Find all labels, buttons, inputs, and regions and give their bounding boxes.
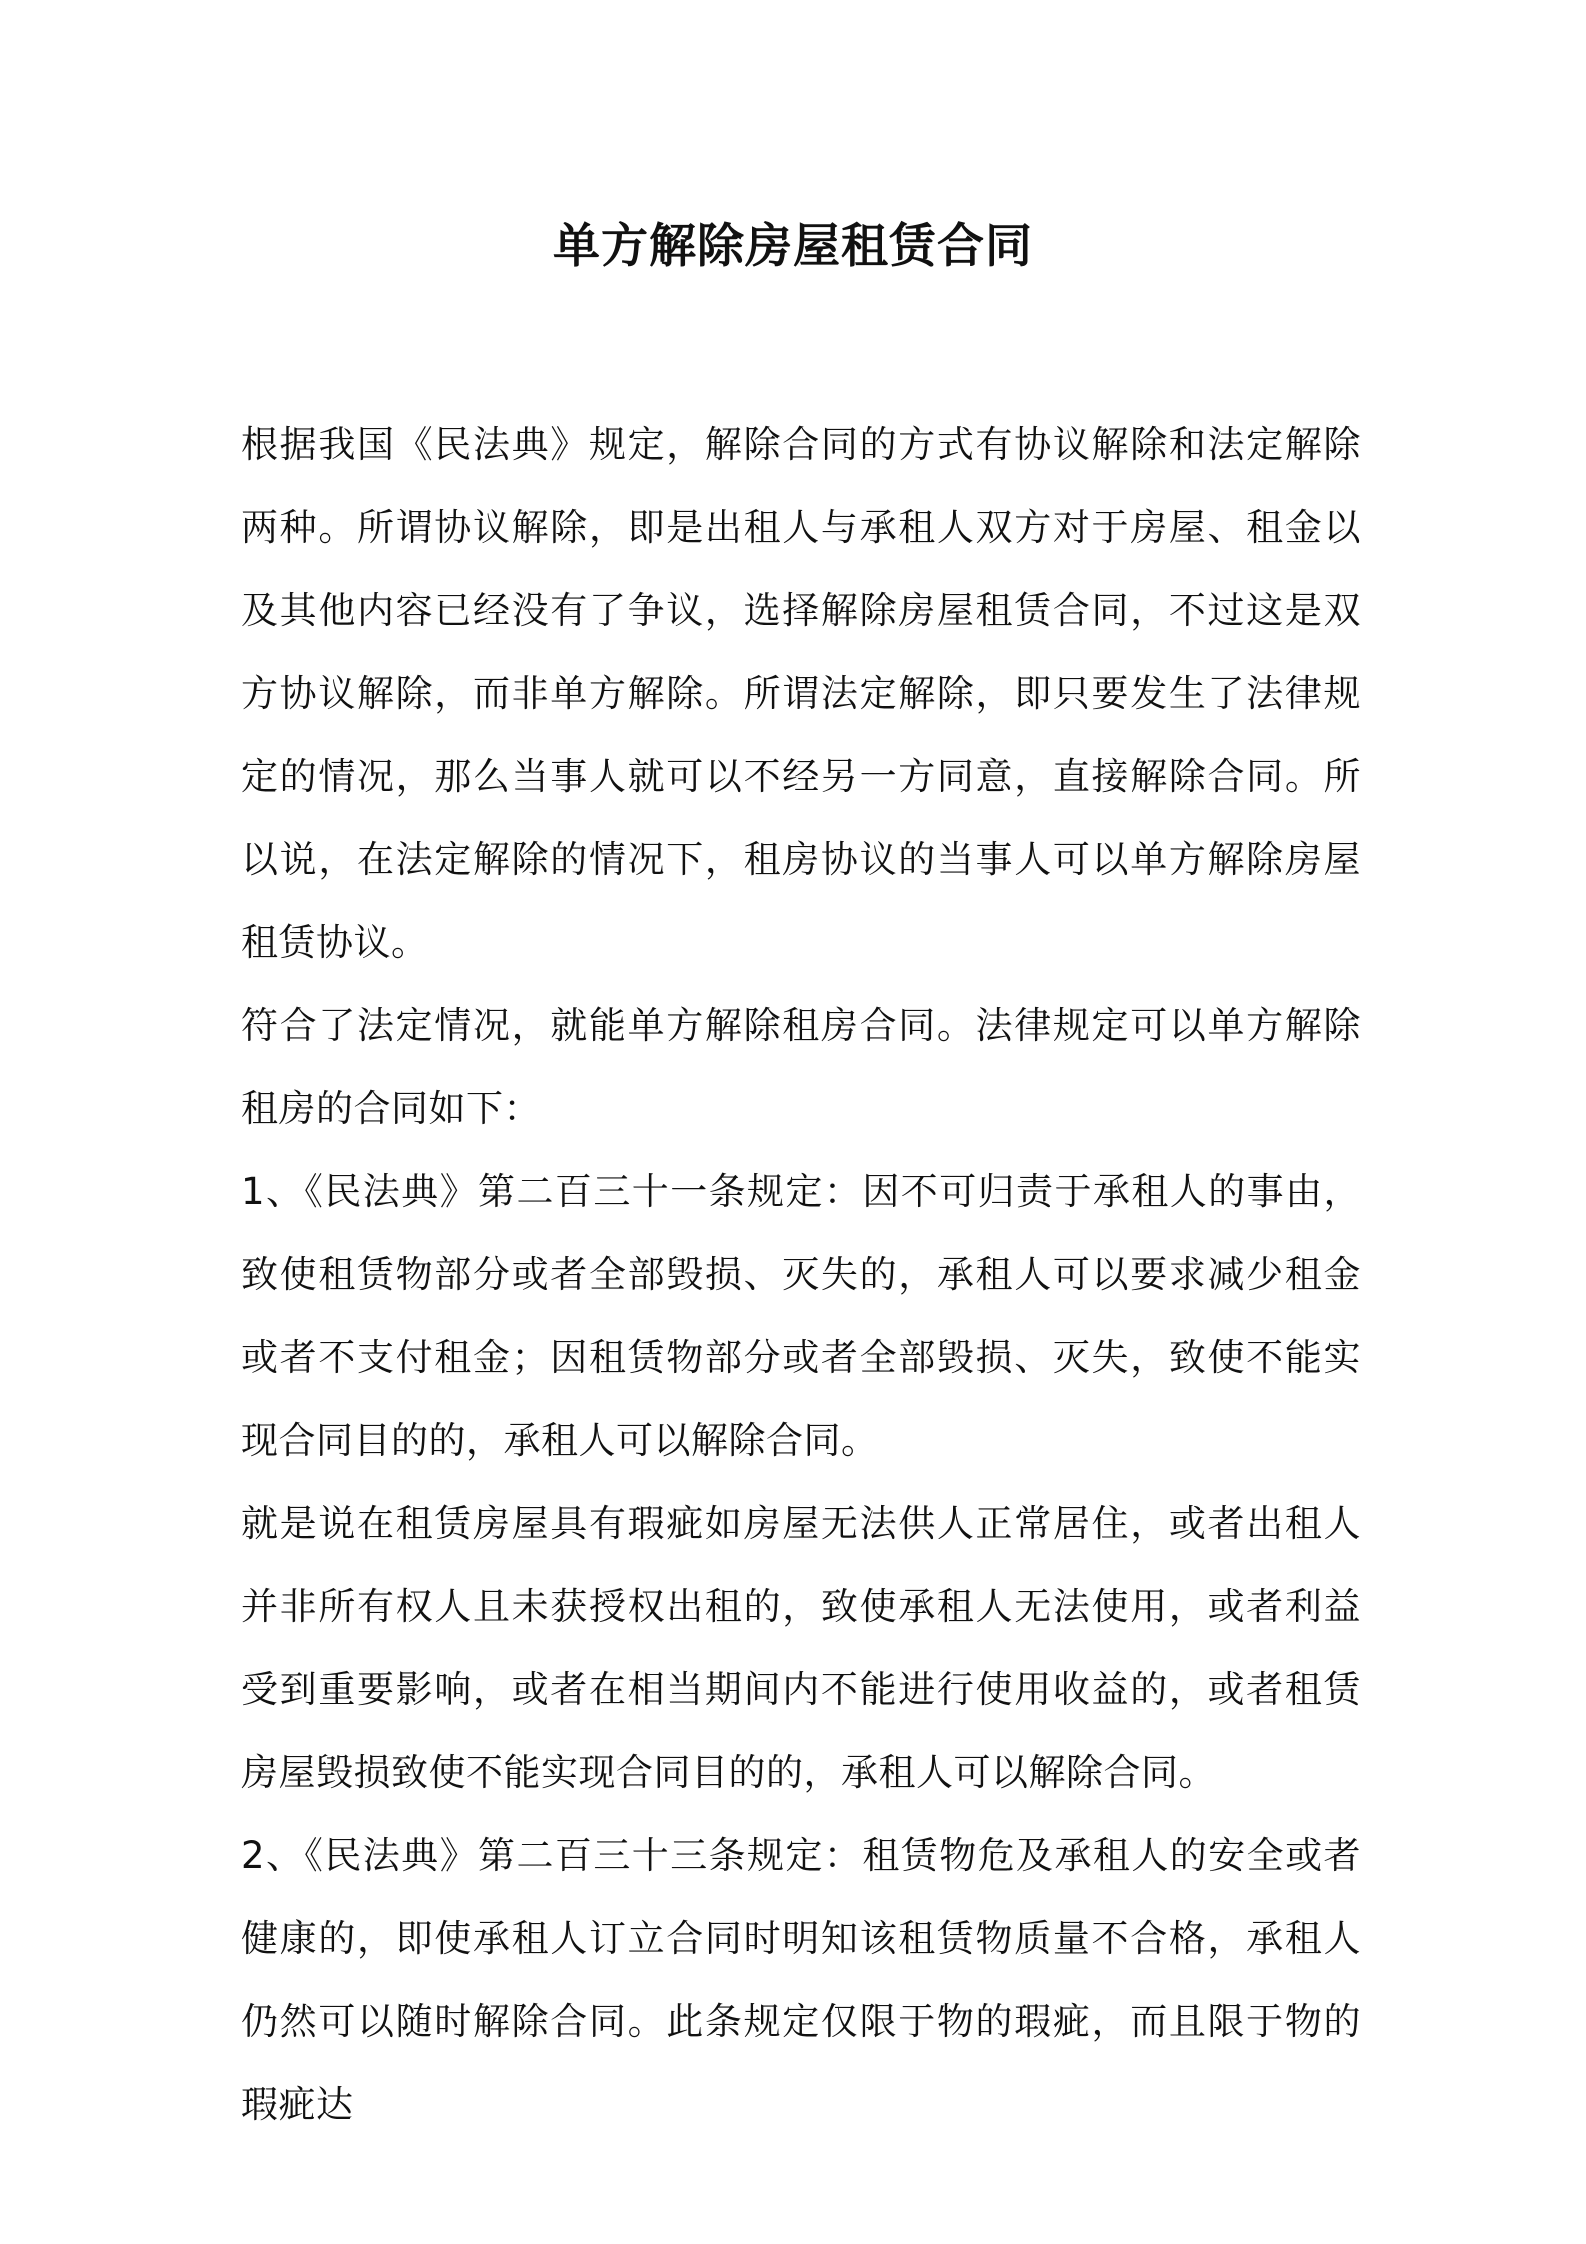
paragraph-explanation: 就是说在租赁房屋具有瑕疵如房屋无法供人正常居住，或者出租人并非所有权人且未获授权出租的，致使承租人无法使用，或者利益受到重要影响，或者在相当期间内不能进行使用收益的，或者租赁房屋毁损致使不能实现合同目的的，承租人可以解除合同。 xyxy=(241,1502,1361,1794)
paragraph-intro: 根据我国《民法典》规定，解除合同的方式有协议解除和法定解除两种。所谓协议解除，即是出租人与承租人双方对于房屋、租金以及其他内容已经没有了争议，选择解除房屋租赁合同，不过这是双方协议解除，而非单方解除。所谓法定解除，即只要发生了法律规定的情况，那么当事人就可以不经另一方同意，直接解除合同。所以说，在法定解除的情况下，租房协议的当事人可以单方解除房屋租赁协议。 xyxy=(241,423,1361,964)
document-body xyxy=(241,403,1361,2146)
paragraph-article-233: 2、《民法典》第二百三十三条规定：租赁物危及承租人的安全或者健康的，即使承租人订立合同时明知该租赁物质量不合格，承租人仍然可以随时解除合同。此条规定仅限于物的瑕疵，而且限于物的瑕疵达 xyxy=(241,1834,1361,2126)
document-title: 单方解除房屋租赁合同 xyxy=(553,219,1033,274)
paragraph-article-231: 1、《民法典》第二百三十一条规定：因不可归责于承租人的事由，致使租赁物部分或者全部毁损、灭失的，承租人可以要求减少租金或者不支付租金；因租赁物部分或者全部毁损、灭失，致使不能实现合同目的的，承租人可以解除合同。 xyxy=(241,1170,1361,1462)
paragraph-conditions: 符合了法定情况，就能单方解除租房合同。法律规定可以单方解除租房的合同如下： xyxy=(241,1004,1361,1130)
